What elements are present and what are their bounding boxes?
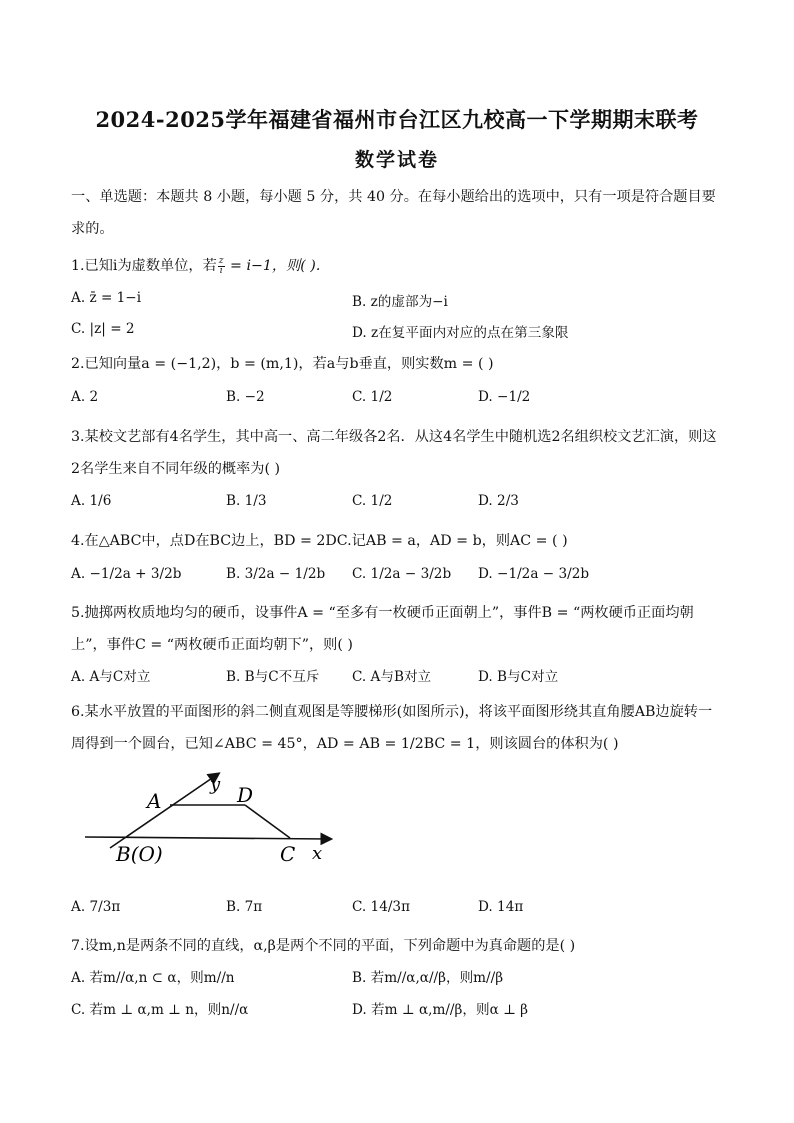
question-1-option-b: B. z的虚部为−i <box>352 294 448 310</box>
question-4-option-a: A. −1/2a + 3/2b <box>71 566 182 582</box>
question-6-option-a: A. 7/3π <box>71 899 121 915</box>
question-1-option-c: C. |z| = 2 <box>71 321 135 337</box>
question-6-option-c: C. 14/3π <box>352 899 411 915</box>
fraction-z-over-i: $\frac{z}{i}$ <box>218 255 224 276</box>
question-4-stem: 4.在△ABC中，点D在BC边上，BD = 2DC.记AB = a，AD = b，则AC = ( ) <box>71 533 568 549</box>
label-a: A <box>147 789 162 813</box>
question-7-option-c: C. 若m ⊥ α,m ⊥ n，则n//α <box>71 1002 249 1018</box>
question-6-stem: 6.某水平放置的平面图形的斜二侧直观图是等腰梯形(如图所示)，将该平面图形绕其直角腰AB边旋转一周得到一个圆台，已知∠ABC = 45°，AD = AB = 1/2BC = 1，则该圆台的体积为( ) <box>71 704 713 752</box>
label-y: y <box>210 774 221 795</box>
question-3-option-d: D. 2/3 <box>478 493 519 509</box>
question-4-option-b: B. 3/2a − 1/2b <box>226 566 326 582</box>
question-2-option-c: C. 1/2 <box>352 389 393 405</box>
label-x: x <box>312 843 323 864</box>
question-2-option-b: B. −2 <box>226 389 265 405</box>
question-1-stem: 1.已知i为虚数单位，若 $\frac{z}{i}$ = i−1，则( ). <box>71 255 321 276</box>
trapezoid-right-edge <box>245 805 290 838</box>
question-1-option-a: A. z̄ = 1−i <box>71 290 142 306</box>
trapezoid-figure <box>80 768 340 870</box>
exam-subtitle: 数学试卷 <box>354 149 439 171</box>
section-heading: 一、单选题：本题共 8 小题，每小题 5 分，共 40 分。在每小题给出的选项中，只有一项是符合题目要求的。 <box>71 189 716 237</box>
question-5-option-b: B. B与C不互斥 <box>226 669 320 685</box>
question-6-option-d: D. 14π <box>478 899 524 915</box>
label-b-o: B(O) <box>116 842 163 866</box>
question-5-stem: 5.抛掷两枚质地均匀的硬币，设事件A = “至多有一枚硬币正面朝上”，事件B = “两枚硬币正面均朝上”，事件C = “两枚硬币正面均朝下”，则( ) <box>71 605 694 653</box>
question-3-option-b: B. 1/3 <box>226 493 267 509</box>
question-7-option-d: D. 若m ⊥ α,m//β，则α ⊥ β <box>352 1002 529 1018</box>
question-2-option-a: A. 2 <box>71 389 99 405</box>
question-5-option-c: C. A与B对立 <box>352 669 432 685</box>
question-6-option-b: B. 7π <box>226 899 263 915</box>
question-2-option-d: D. −1/2 <box>478 389 531 405</box>
question-5-option-d: D. B与C对立 <box>478 669 559 685</box>
question-1-option-d: D. z在复平面内对应的点在第三象限 <box>352 325 569 341</box>
label-c: C <box>280 842 296 866</box>
question-7-option-b: B. 若m//α,α//β，则m//β <box>352 970 504 986</box>
question-3-option-c: C. 1/2 <box>352 493 393 509</box>
question-2-stem: 2.已知向量a = (−1,2)，b = (m,1)，若a与b垂直，则实数m = ( ) <box>71 356 494 372</box>
question-7-stem: 7.设m,n是两条不同的直线，α,β是两个不同的平面，下列命题中为真命题的是( ) <box>71 938 576 954</box>
question-3-stem: 3.某校文艺部有4名学生，其中高一、高二年级各2名．从这4名学生中随机选2名组织校文艺汇演，则这2名学生来自不同年级的概率为( ) <box>71 429 717 477</box>
question-4-option-c: C. 1/2a − 3/2b <box>352 566 452 582</box>
question-4-option-d: D. −1/2a − 3/2b <box>478 566 590 582</box>
exam-title: 2024-2025学年福建省福州市台江区九校高一下学期期末联考 <box>95 107 699 132</box>
x-axis-line <box>85 837 330 839</box>
question-5-option-a: A. A与C对立 <box>71 669 151 685</box>
question-7-option-a: A. 若m//α,n ⊂ α，则m//n <box>71 970 235 986</box>
question-3-option-a: A. 1/6 <box>71 493 112 509</box>
label-d: D <box>237 783 254 807</box>
